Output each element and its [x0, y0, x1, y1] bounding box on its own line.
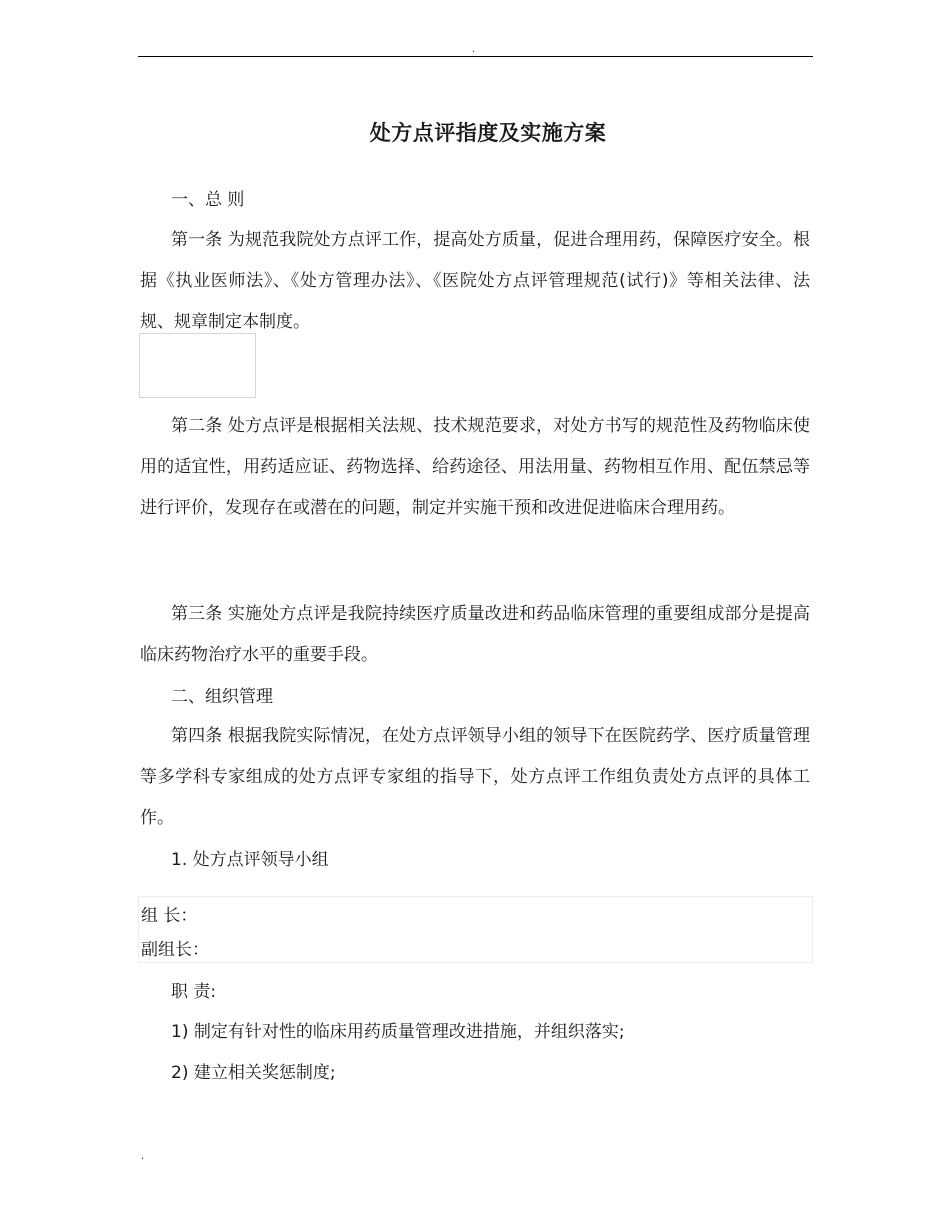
footer-mark: . — [141, 1151, 145, 1162]
deputy-leader-label: 副组长： — [141, 940, 209, 960]
leader-label: 组 长： — [141, 906, 198, 926]
embedded-image-placeholder — [139, 333, 256, 398]
leader-group-table — [138, 896, 813, 963]
leader-group-heading: 1. 处方点评领导小组 — [171, 850, 329, 870]
duties-heading: 职 责: — [171, 982, 217, 1002]
header-mark: . — [472, 44, 476, 55]
article-4: 第四条 根据我院实际情况，在处方点评领导小组的领导下在医院药学、医疗质量管理等多学科专家组成的处方点评专家组的指导下，处方点评工作组负责处方点评的具体工作。 — [140, 726, 810, 828]
duty-item: 2) 建立相关奖惩制度; — [171, 1063, 336, 1083]
article-2: 第二条 处方点评是根据相关法规、技术规范要求，对处方书写的规范性及药物临床使用的适宜性，用药适应证、药物选择、给药途径、用法用量、药物相互作用、配伍禁忌等进行评价，发现存在或潜在的问题，制定并实施干预和改进促进临床合理用药。 — [140, 416, 810, 518]
article-1: 第一条 为规范我院处方点评工作，提高处方质量，促进合理用药，保障医疗安全。根据《执业医师法》、《处方管理办法》、《医院处方点评管理规范(试行)》等相关法律、法规、规章制定本制度。 — [140, 230, 810, 332]
section-heading-org: 二、组织管理 — [171, 687, 273, 707]
duty-item: 1) 制定有针对性的临床用药质量管理改进措施，并组织落实; — [171, 1022, 625, 1042]
section-heading-general: 一、总 则 — [171, 190, 245, 210]
header-rule — [138, 56, 813, 57]
document-title: 处方点评指度及实施方案 — [369, 121, 607, 145]
article-3: 第三条 实施处方点评是我院持续医疗质量改进和药品临床管理的重要组成部分是提高临床药物治疗水平的重要手段。 — [140, 604, 810, 665]
